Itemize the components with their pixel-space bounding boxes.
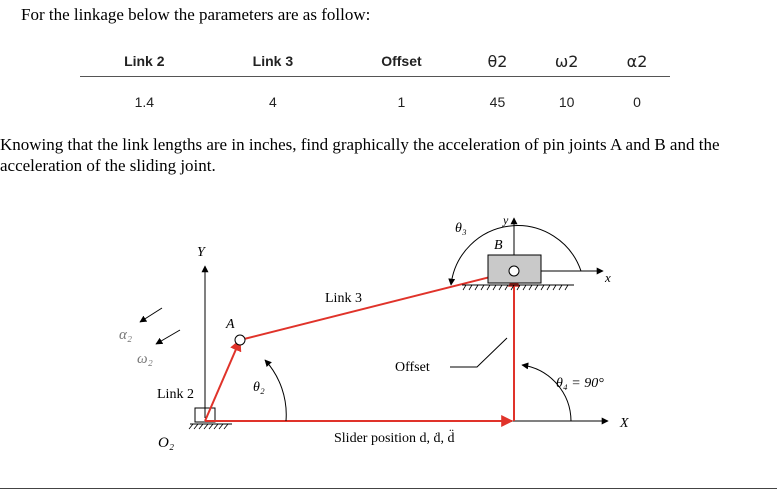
value-theta2: 45 [489,94,506,110]
theta4-arc [522,365,571,421]
omega2-arrow [156,330,180,344]
label-omega2: ω₂ [137,351,153,367]
label-theta4: θ₄ = 90° [556,376,604,391]
theta2-arc [265,360,286,421]
offset-leader [450,338,507,367]
label-link3: Link 3 [325,291,362,306]
label-alpha2: α₂ [119,327,133,343]
label-local-y: y [503,213,509,227]
label-o2: O₂ [158,435,175,451]
value-link3: 4 [268,94,277,110]
label-theta2: θ₂ [253,380,265,395]
link-3 [240,271,514,340]
label-global-x: X [620,416,629,431]
header-alpha2: α2 [604,46,670,77]
label-a: A [226,317,235,332]
value-offset: 1 [397,94,406,110]
value-omega2: 10 [558,94,575,110]
ground-o2 [189,408,232,429]
value-alpha2: 0 [633,94,641,110]
bottom-divider [0,488,777,489]
question-text: Knowing that the link lengths are in inches, find graphically the acceleration of pin joints A and B and the acceleration of the sliding joint. [0,135,720,175]
link-2 [205,340,240,421]
slider-ground-hatch [463,285,568,290]
value-link2: 1.4 [134,94,155,110]
header-link2: Link 2 [80,46,209,77]
label-slider-position: Slider position d, ḋ, d̈ [334,431,455,446]
label-link2: Link 2 [157,387,194,402]
label-local-x: x [605,270,611,285]
intro-text: For the linkage below the parameters are as follow: [21,5,371,24]
header-link3: Link 3 [209,46,338,77]
label-offset: Offset [395,360,430,375]
label-theta3: θ₃ [455,221,467,236]
header-offset: Offset [337,46,466,77]
label-b: B [494,238,503,253]
header-omega2: ω2 [529,46,604,77]
header-theta2: θ2 [466,46,529,77]
alpha2-arrow [140,308,162,322]
pin-b [509,266,519,276]
pin-a [235,335,245,345]
label-y: Y [197,245,205,260]
